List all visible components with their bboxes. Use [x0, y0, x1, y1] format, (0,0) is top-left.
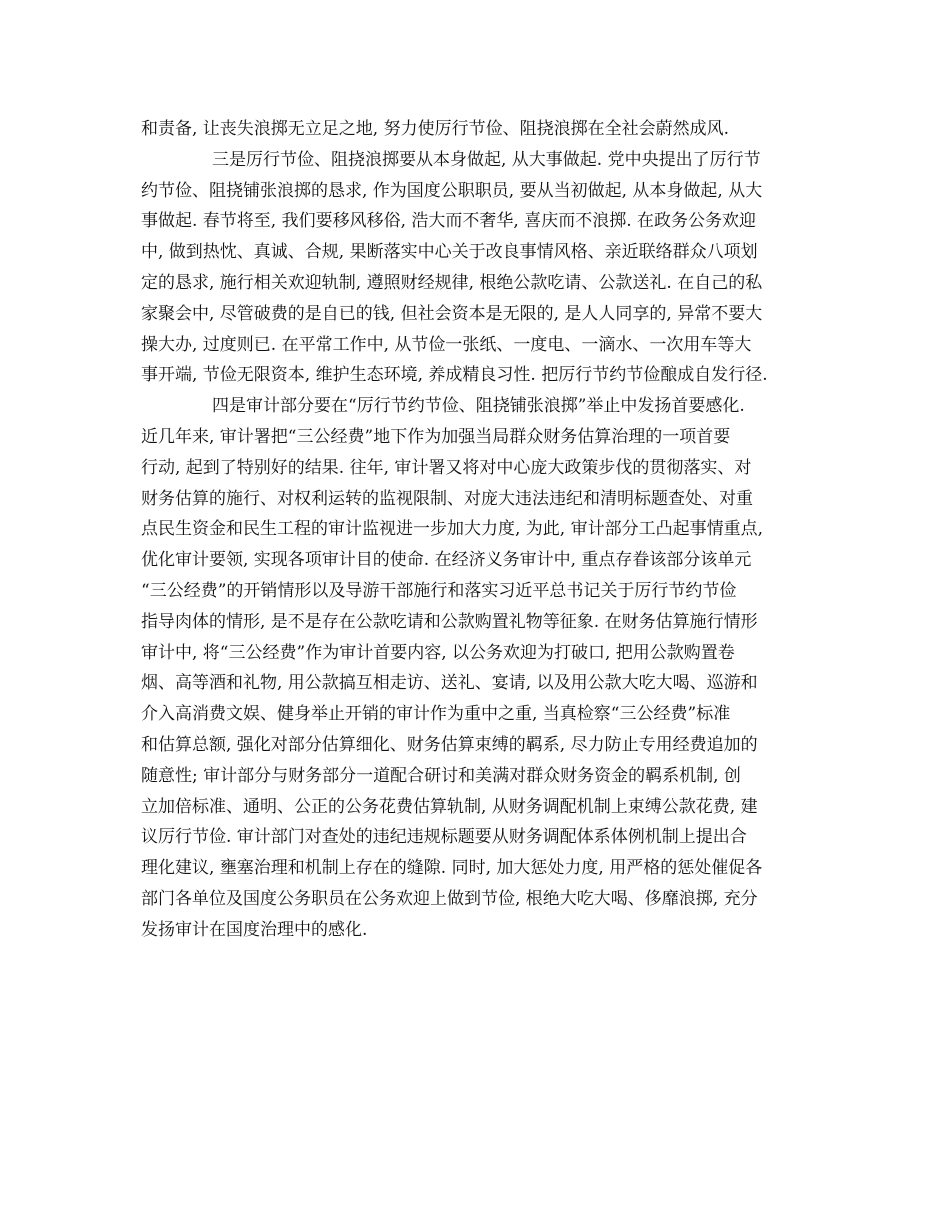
document-body	[141, 114, 821, 946]
text-line: 介入高消费文娱、健身举止开销的审计作为重中之重, 当真检察“三公经费”标准	[141, 704, 731, 725]
text-line: 理化建议, 壅塞治理和机制上存在的缝隙. 同时, 加大惩处力度, 用严格的惩处催促各	[141, 858, 763, 879]
text-line: 近几年来, 审计署把“三公经费”地下作为加强当局群众财务估算治理的一项首要	[141, 426, 731, 447]
text-line: 中, 做到热忱、真诚、合规, 果断落实中心关于改良事情风格、亲近联络群众八项划	[141, 242, 758, 263]
text-line: 和估算总额, 强化对部分估算细化、财务估算束缚的羁系, 尽力防止专用经费追加的	[141, 734, 758, 755]
text-line: 事做起. 春节将至, 我们要移风移俗, 浩大而不奢华, 喜庆而不浪掷. 在政务公务欢迎	[141, 211, 757, 232]
text-line: 烟、高等酒和礼物, 用公款搞互相走访、送礼、宴请, 以及用公款大吃大喝、巡游和	[141, 673, 758, 694]
text-line: 随意性; 审计部分与财务部分一道配合研讨和美满对群众财务资金的羁系机制, 创	[141, 765, 741, 786]
paragraph-3-first-line: 三是厉行节俭、阻挠浪掷要从本身做起, 从大事做起. 党中央提出了厉行节	[212, 149, 761, 170]
text-line: 行动, 起到了特别好的结果. 往年, 审计署又将对中心庞大政策步伐的贯彻落实、对	[141, 457, 752, 478]
text-line: 优化审计要领, 实现各项审计目的使命. 在经济义务审计中, 重点存眷该部分该单元	[141, 550, 752, 571]
text-line: 定的恳求, 施行相关欢迎轨制, 遵照财经规律, 根绝公款吃请、公款送礼. 在自己的私	[141, 272, 763, 293]
text-line: 点民生资金和民生工程的审计监视进一步加大力度, 为此, 审计部分工凸起事情重点,	[141, 519, 764, 540]
text-line: 议厉行节俭. 审计部门对查处的违纪违规标题要从财务调配体系体例机制上提出合	[141, 827, 747, 848]
text-line: 指导肉体的情形, 是不是存在公款吃请和公款购置礼物等征象. 在财务估算施行情形	[141, 611, 758, 632]
text-line: 和责备, 让丧失浪掷无立足之地, 努力使厉行节俭、阻挠浪掷在全社会蔚然成风.	[141, 119, 730, 139]
text-line: “三公经费”的开销情形以及导游干部施行和落实习近平总书记关于厉行节约节俭	[141, 580, 737, 601]
text-line: 约节俭、阻挠铺张浪掷的恳求, 作为国度公职职员, 要从当初做起, 从本身做起, 从大	[141, 180, 763, 201]
text-line: 操大办, 过度则已. 在平常工作中, 从节俭一张纸、一度电、一滴水、一次用车等大	[141, 334, 752, 355]
text-line: 立加倍标准、通明、公正的公务花费估算轨制, 从财务调配机制上束缚公款花费, 建	[141, 796, 758, 817]
text-line: 事开端, 节俭无限资本, 维护生态环境, 养成精良习性. 把厉行节约节俭酿成自发行径.	[141, 365, 768, 386]
text-line: 家聚会中, 尽管破费的是自已的钱, 但社会资本是无限的, 是人人同享的, 异常不要大	[141, 303, 763, 324]
text-line: 发扬审计在国度治理中的感化.	[141, 919, 368, 940]
text-line: 部门各单位及国度公务职员在公务欢迎上做到节俭, 根绝大吃大喝、侈靡浪掷, 充分	[141, 888, 758, 909]
text-line: 财务估算的施行、对权利运转的监视限制、对庞大违法违纪和清明标题查处、对重	[141, 488, 753, 509]
paragraph-4-first-line: 四是审计部分要在“厉行节约节俭、阻挠铺张浪掷”举止中发扬首要感化.	[212, 396, 745, 417]
text-line: 审计中, 将“三公经费”作为审计首要内容, 以公务欢迎为打破口, 把用公款购置卷	[141, 642, 735, 663]
